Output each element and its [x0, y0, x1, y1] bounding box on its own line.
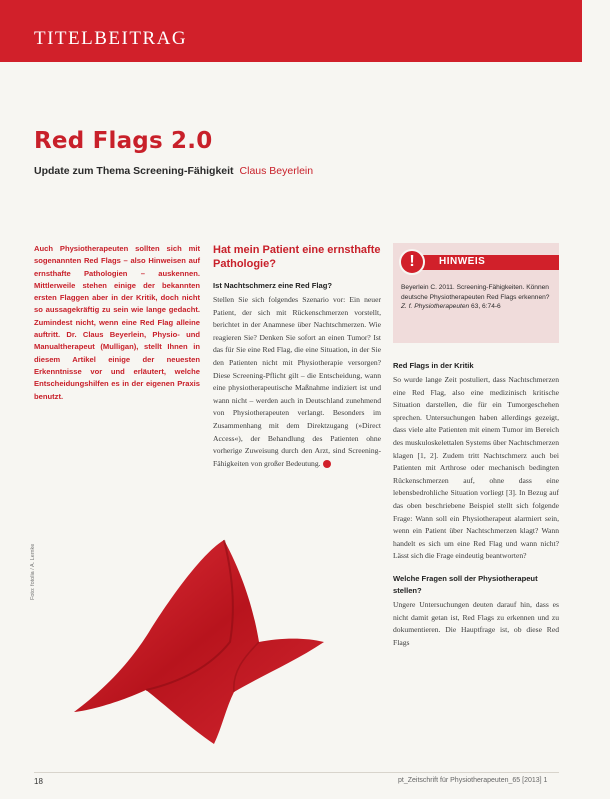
- reference-text: Beyerlein C. 2011. Screening-Fähigkeiten. Können deutsche Physiotherapeuten Red Flags erkennen?: [401, 284, 550, 301]
- column-2: [213, 243, 381, 470]
- exclamation-icon: !: [399, 249, 425, 275]
- body-text: Stellen Sie sich folgendes Szenario vor: Ein neuer Patient, der sich mit Rückenschmerzen vorstellt, berichtet in der Anamnese über Nachtschmerzen. Wie reagieren Sie? Denken Sie sofort an einen Tumor? Ist das für Sie eine Red Flag, die eine Situation, in der Sie den Patienten nicht mit Physiotherapie versorgen? Diese Screening-Pflicht gilt – die Entscheidung, wann eine physiotherapeutische Maßnahme indiziert ist und wann nicht – werden auch in Deutschland zunehmend von Physiotherapeuten verlangt. Besonders im Zusammenhang mit dem Direktzugang (»Direct Access«), der Behandlung des Patienten ohne vorherige Zuweisung durch den Arzt, sind Screening-Fähigkeiten von großer Bedeutung.: [213, 295, 381, 468]
- body-paragraph: [213, 294, 381, 470]
- reference-journal: Z. f. Physiotherapeuten: [401, 303, 470, 310]
- subtitle-text: Update zum Thema Screening-Fähigkeit: [34, 165, 234, 177]
- red-cloth-image: [54, 522, 384, 752]
- article-subtitle: [34, 165, 313, 177]
- lead-paragraph: Auch Physiotherapeuten sollten sich mit sogenannten Red Flags – also Hinweisen auf ernsthafte Pathologien – auskennen. Mittlerweile stehen einige der bekannten ersten Flaggen aber in der Kritik, doch nicht so aussagekräftig zu sein wie lange gedacht. Zumindest nicht, wenn eine Red Flag alleine auftritt. Dr. Claus Beyerlein, Physio- und Manualtherapeut (Mulligan), stellt Ihnen in diesem Artikel einige der neuesten Erkenntnisse vor und erläutert, welche Entscheidungshilfen es in der eigenen Praxis benutzt.: [34, 244, 200, 401]
- section-header-bar: [0, 0, 582, 62]
- reference-volume: 63, 6:74-6: [471, 303, 501, 310]
- subheading: Ist Nachtschmerz eine Red Flag?: [213, 281, 333, 290]
- body-paragraph-critique: So wurde lange Zeit postuliert, dass Nachtschmerzen eine Red Flag, also eine medizinisch kritische Situation darstellen, die für ein Tumorgeschehen sprechen. Untersuchungen haben allerdings gezeigt, dass viele alte Patienten mit einem Tumor im Bereich des muskuloskelettalen Systems über Nachtschmerzen klagen [1, 2]. Zudem tritt Nachtschmerz auch bei Patienten mit Arthrose oder mechanisch bedingten Rückenschmerzen auf, ohne dass eine lebensbedrohliche Situation vorliegt [3]. In Bezug auf das oben beschriebene Beispiel stellt sich folgende Frage: Wann soll ein Physiotherapeut alarmiert sein, wenn ein Patient über Nachtschmerzen klagt? Wann handelt es sich um eine Red Flag und wann nicht? Lässt sich die Frage eindeutig beantworten?: [393, 375, 559, 561]
- end-mark-icon: [323, 460, 331, 468]
- section-label: TITELBEITRAG: [34, 28, 188, 49]
- footer-rule: [34, 772, 559, 773]
- article-title: Red Flags 2.0: [34, 128, 213, 154]
- hint-box: [393, 243, 559, 343]
- subheading-questions: Welche Fragen soll der Physiotherapeut stellen?: [393, 573, 538, 595]
- hint-label: HINWEIS: [439, 256, 486, 267]
- footer-journal: pt_Zeitschrift für Physiotherapeuten_65 [2013] 1: [398, 777, 548, 784]
- photo-credit: Foto: fotolia / A. Lemke: [30, 543, 36, 600]
- subheading-critique: Red Flags in der Kritik: [393, 361, 474, 370]
- column-3: [393, 360, 559, 649]
- hint-reference: [401, 283, 553, 312]
- page-number: 18: [34, 777, 43, 786]
- body-paragraph-questions: Ungere Untersuchungen deuten darauf hin, dass es nicht damit getan ist, Red Flags zu erkennen und zu dokumentieren. Die Hauptfrage ist, ob diese Red Flags: [393, 599, 559, 647]
- section-heading: Hat mein Patient eine ernsthafte Pathologie?: [213, 244, 381, 270]
- author-name: Claus Beyerlein: [239, 165, 314, 177]
